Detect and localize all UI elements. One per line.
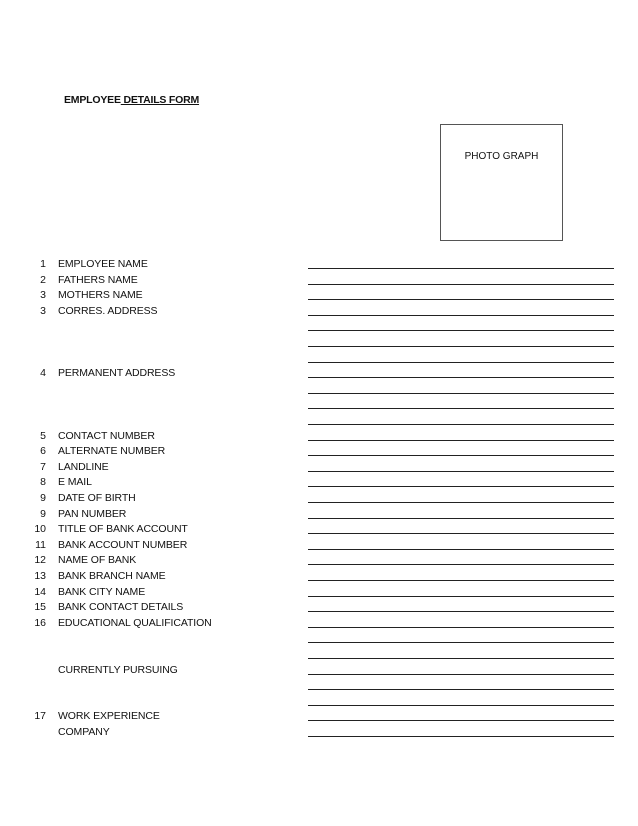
form-row bbox=[0, 258, 638, 274]
fill-in-line[interactable] bbox=[308, 689, 614, 690]
row-label: PAN NUMBER bbox=[58, 507, 127, 520]
row-number: 3 bbox=[40, 304, 46, 317]
fill-in-line[interactable] bbox=[308, 580, 614, 581]
form-row bbox=[0, 445, 638, 461]
form-row-continuation bbox=[0, 352, 638, 368]
form-row-continuation bbox=[0, 398, 638, 414]
fill-in-line[interactable] bbox=[308, 642, 614, 643]
form-row bbox=[0, 367, 638, 383]
fill-in-line[interactable] bbox=[308, 299, 614, 300]
row-number: 10 bbox=[34, 523, 46, 536]
fill-in-line[interactable] bbox=[308, 408, 614, 409]
form-row bbox=[0, 617, 638, 633]
form-row bbox=[0, 539, 638, 555]
form-row-continuation bbox=[0, 632, 638, 648]
fill-in-line[interactable] bbox=[308, 533, 614, 534]
row-label: EDUCATIONAL QUALIFICATION bbox=[58, 616, 212, 629]
form-title-part1: EMPLOYEE bbox=[64, 94, 121, 106]
row-label: EMPLOYEE NAME bbox=[58, 258, 148, 270]
form-title-part2: DETAILS FORM bbox=[120, 94, 200, 106]
form-row-continuation bbox=[0, 679, 638, 695]
row-label: ALTERNATE NUMBER bbox=[58, 445, 166, 458]
form-row bbox=[0, 710, 638, 726]
fill-in-line[interactable] bbox=[308, 486, 614, 487]
fill-in-line[interactable] bbox=[308, 518, 614, 519]
row-number: 11 bbox=[35, 538, 46, 551]
form-row bbox=[0, 430, 638, 446]
form-row bbox=[0, 508, 638, 524]
row-number: 5 bbox=[40, 429, 46, 442]
fill-in-line[interactable] bbox=[308, 362, 614, 363]
row-label: DATE OF BIRTH bbox=[58, 492, 136, 504]
row-label: CONTACT NUMBER bbox=[58, 429, 155, 442]
fill-in-line[interactable] bbox=[308, 627, 614, 628]
fill-in-line[interactable] bbox=[308, 393, 614, 394]
fill-in-line[interactable] bbox=[308, 440, 614, 441]
row-number: 12 bbox=[34, 554, 46, 567]
row-label: MOTHERS NAME bbox=[58, 289, 143, 302]
fill-in-line[interactable] bbox=[308, 564, 614, 565]
fill-in-line[interactable] bbox=[308, 346, 614, 347]
row-number: 6 bbox=[40, 445, 46, 458]
form-row bbox=[0, 492, 638, 508]
row-label: TITLE OF BANK ACCOUNT bbox=[58, 523, 188, 536]
fill-in-line[interactable] bbox=[308, 330, 614, 331]
row-label: BANK CONTACT DETAILS bbox=[58, 601, 184, 614]
fill-in-line[interactable] bbox=[308, 315, 614, 316]
row-label: NAME OF BANK bbox=[58, 554, 137, 567]
form-row bbox=[0, 274, 638, 290]
row-number: 15 bbox=[34, 601, 46, 614]
row-number: 17 bbox=[34, 710, 46, 723]
fill-in-line[interactable] bbox=[308, 674, 614, 675]
fill-in-line[interactable] bbox=[308, 658, 614, 659]
row-label: CURRENTLY PURSUING bbox=[58, 663, 178, 676]
fill-in-line[interactable] bbox=[308, 424, 614, 425]
form-row-continuation bbox=[0, 320, 638, 336]
row-label: CORRES. ADDRESS bbox=[58, 304, 158, 317]
form-row-continuation bbox=[0, 383, 638, 399]
row-number: 2 bbox=[40, 273, 46, 286]
fill-in-line[interactable] bbox=[308, 549, 614, 550]
form-row bbox=[0, 601, 638, 617]
form-row bbox=[0, 523, 638, 539]
row-label: BANK BRANCH NAME bbox=[58, 570, 166, 582]
photo-label: PHOTO GRAPH bbox=[464, 151, 539, 162]
fill-in-line[interactable] bbox=[308, 471, 614, 472]
form-row bbox=[0, 586, 638, 602]
row-label: LANDLINE bbox=[58, 460, 109, 473]
row-number: 16 bbox=[34, 616, 46, 629]
form-row bbox=[0, 570, 638, 586]
row-number: 13 bbox=[34, 570, 46, 582]
form-row-continuation bbox=[0, 414, 638, 430]
row-label: FATHERS NAME bbox=[58, 273, 138, 286]
row-number: 3 bbox=[40, 289, 46, 302]
form-row bbox=[0, 554, 638, 570]
fill-in-line[interactable] bbox=[308, 705, 614, 706]
row-number: 9 bbox=[40, 492, 46, 504]
row-number: 9 bbox=[40, 507, 46, 520]
fill-in-line[interactable] bbox=[308, 720, 614, 721]
fill-in-line[interactable] bbox=[308, 268, 614, 269]
row-label: BANK ACCOUNT NUMBER bbox=[58, 538, 188, 551]
row-number: 14 bbox=[34, 585, 46, 598]
fill-in-line[interactable] bbox=[308, 455, 614, 456]
fill-in-line[interactable] bbox=[308, 377, 614, 378]
form-row bbox=[0, 726, 638, 742]
fill-in-line[interactable] bbox=[308, 611, 614, 612]
fill-in-line[interactable] bbox=[308, 736, 614, 737]
form-row bbox=[0, 461, 638, 477]
fill-in-line[interactable] bbox=[308, 284, 614, 285]
form-row bbox=[0, 289, 638, 305]
row-number: 4 bbox=[40, 367, 46, 380]
fill-in-line[interactable] bbox=[308, 596, 614, 597]
form-row-continuation bbox=[0, 336, 638, 352]
form-row bbox=[0, 305, 638, 321]
form-row-continuation bbox=[0, 648, 638, 664]
row-label: WORK EXPERIENCE bbox=[58, 710, 160, 723]
row-number: 8 bbox=[40, 476, 46, 489]
fill-in-line[interactable] bbox=[308, 502, 614, 503]
row-label: E MAIL bbox=[58, 476, 92, 489]
row-label: PERMANENT ADDRESS bbox=[58, 367, 176, 380]
form-row bbox=[0, 664, 638, 680]
row-number: 7 bbox=[40, 460, 46, 473]
form-row bbox=[0, 476, 638, 492]
form-row-continuation bbox=[0, 695, 638, 711]
row-number: 1 bbox=[40, 258, 46, 270]
row-label: COMPANY bbox=[58, 726, 110, 738]
row-label: BANK CITY NAME bbox=[58, 585, 146, 598]
